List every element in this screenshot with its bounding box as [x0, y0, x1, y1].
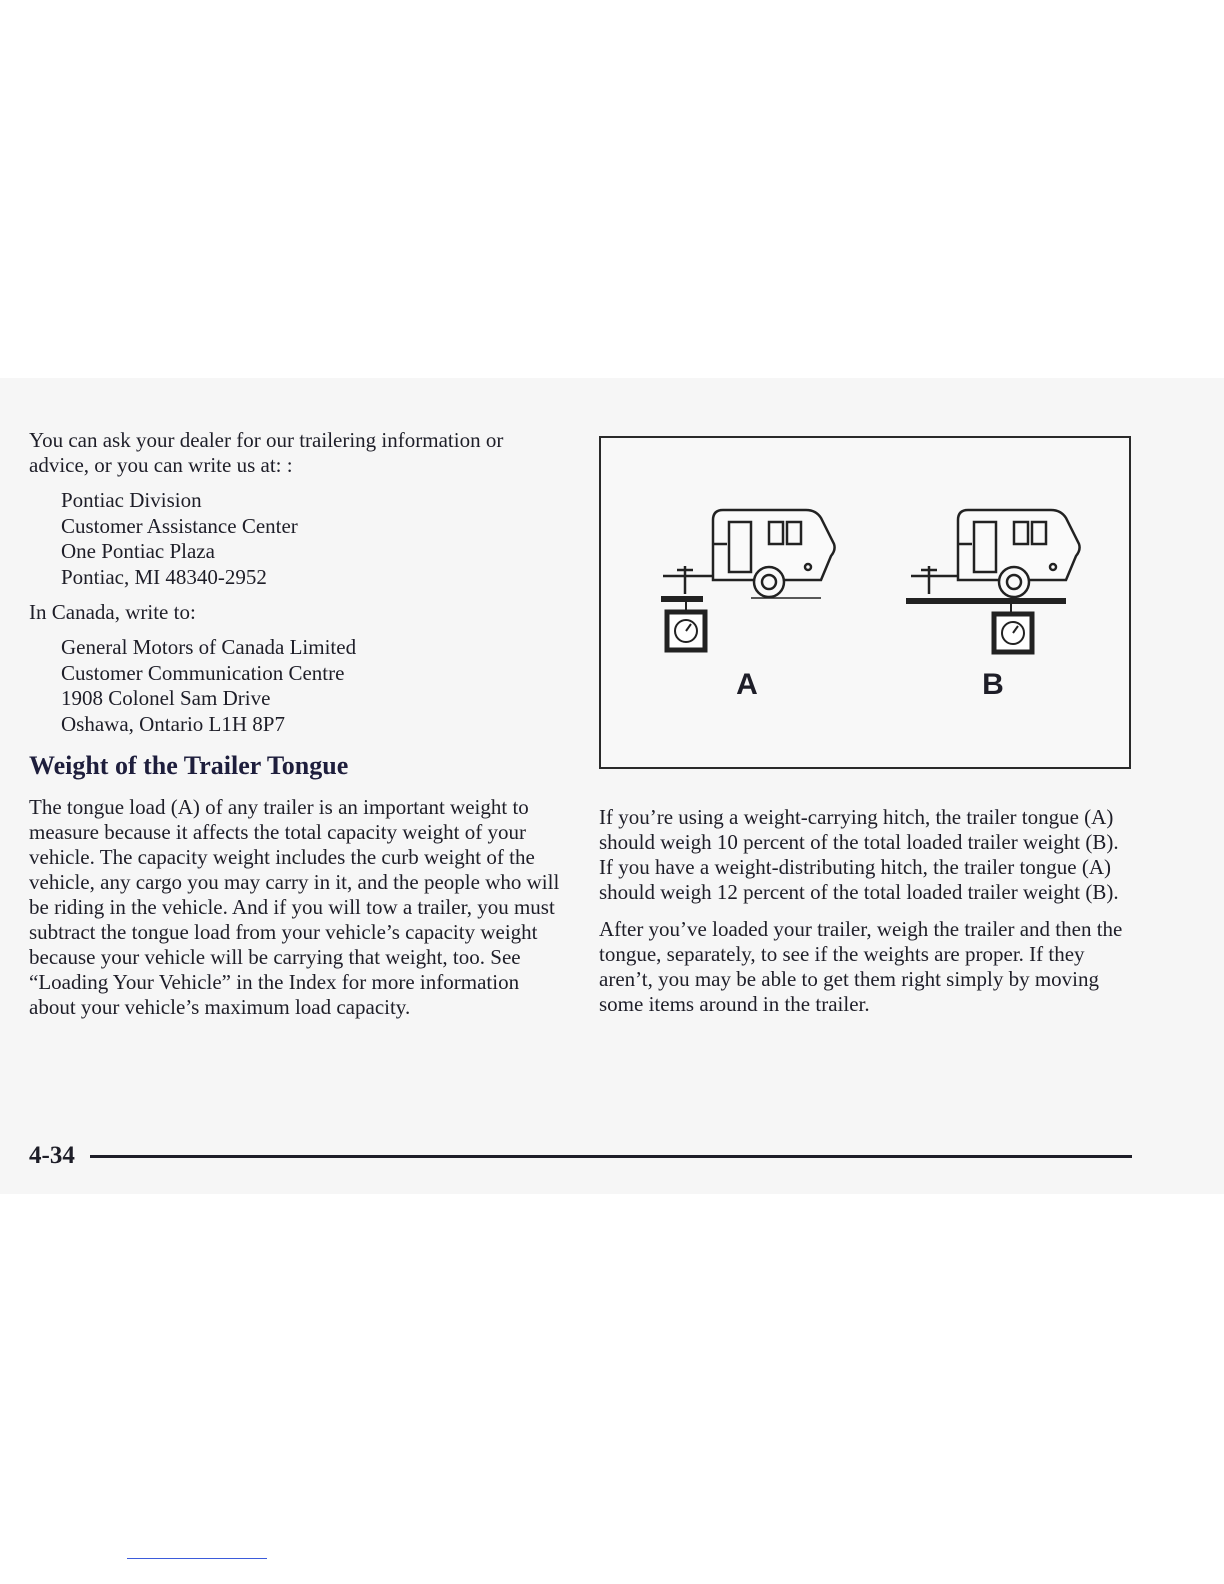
tongue-paragraph: The tongue load (A) of any trailer is an important weight to measure because it affects the total capacity weight of your vehicle. The capacity weight includes the curb weight of the vehicle, any cargo you may carry in it, and the people who will be riding in the vehicle. And if you will tow a trailer, you must subtract the tongue load from your vehicle’s capacity weight because your vehicle will be carrying that weight, too. See “Loading Your Vehicle” in the Index for more information about your vehicle’s maximum load capacity.: [29, 795, 560, 1019]
footer-rule: [90, 1155, 1132, 1158]
scale-platform-a: [661, 596, 703, 602]
canada-intro: In Canada, write to:: [29, 600, 196, 624]
trailer-illustration: [601, 438, 1129, 767]
address-line: Pontiac, MI 48340-2952: [61, 564, 267, 589]
page-number: 4-34: [29, 1142, 75, 1169]
canada-address-block: [61, 635, 564, 737]
hitch-paragraph: If you’re using a weight-carrying hitch, the trailer tongue (A) should weigh 10 percent of the total loaded trailer weight (B). If you have a weight-distributing hitch, the trailer tongue (A) should weigh 12 percent of the total loaded trailer weight (B).: [599, 805, 1119, 904]
address-line: General Motors of Canada Limited: [61, 635, 357, 659]
scale-platform-b: [906, 598, 1066, 604]
address-line: Oshawa, Ontario L1H 8P7: [61, 711, 285, 736]
address-line: One Pontiac Plaza: [61, 539, 215, 563]
section-heading: Weight of the Trailer Tongue: [29, 751, 349, 780]
address-line: Pontiac Division: [61, 488, 202, 512]
address-line: 1908 Colonel Sam Drive: [61, 686, 271, 710]
right-column: [599, 805, 1129, 1029]
trailer-weighing-figure: [599, 436, 1131, 769]
figure-label-a: A: [736, 668, 758, 701]
address-line: Customer Communication Centre: [61, 660, 345, 685]
trailer-a-drawing: [663, 510, 835, 598]
intro-paragraph: You can ask your dealer for our trailering information or advice, or you can write us at: :: [29, 428, 504, 477]
figure-label-b: B: [982, 668, 1004, 701]
trailer-b-drawing: [911, 510, 1080, 597]
after-loading-paragraph: After you’ve loaded your trailer, weigh the trailer and then the tongue, separately, to see if the weights are proper. If they aren’t, you may be able to get them right simply by moving some items around in the trailer.: [599, 917, 1123, 1016]
address-line: Customer Assistance Center: [61, 513, 298, 538]
us-address-block: [61, 488, 564, 590]
footer-link-underline: [127, 1558, 267, 1559]
left-column: [29, 428, 564, 1020]
